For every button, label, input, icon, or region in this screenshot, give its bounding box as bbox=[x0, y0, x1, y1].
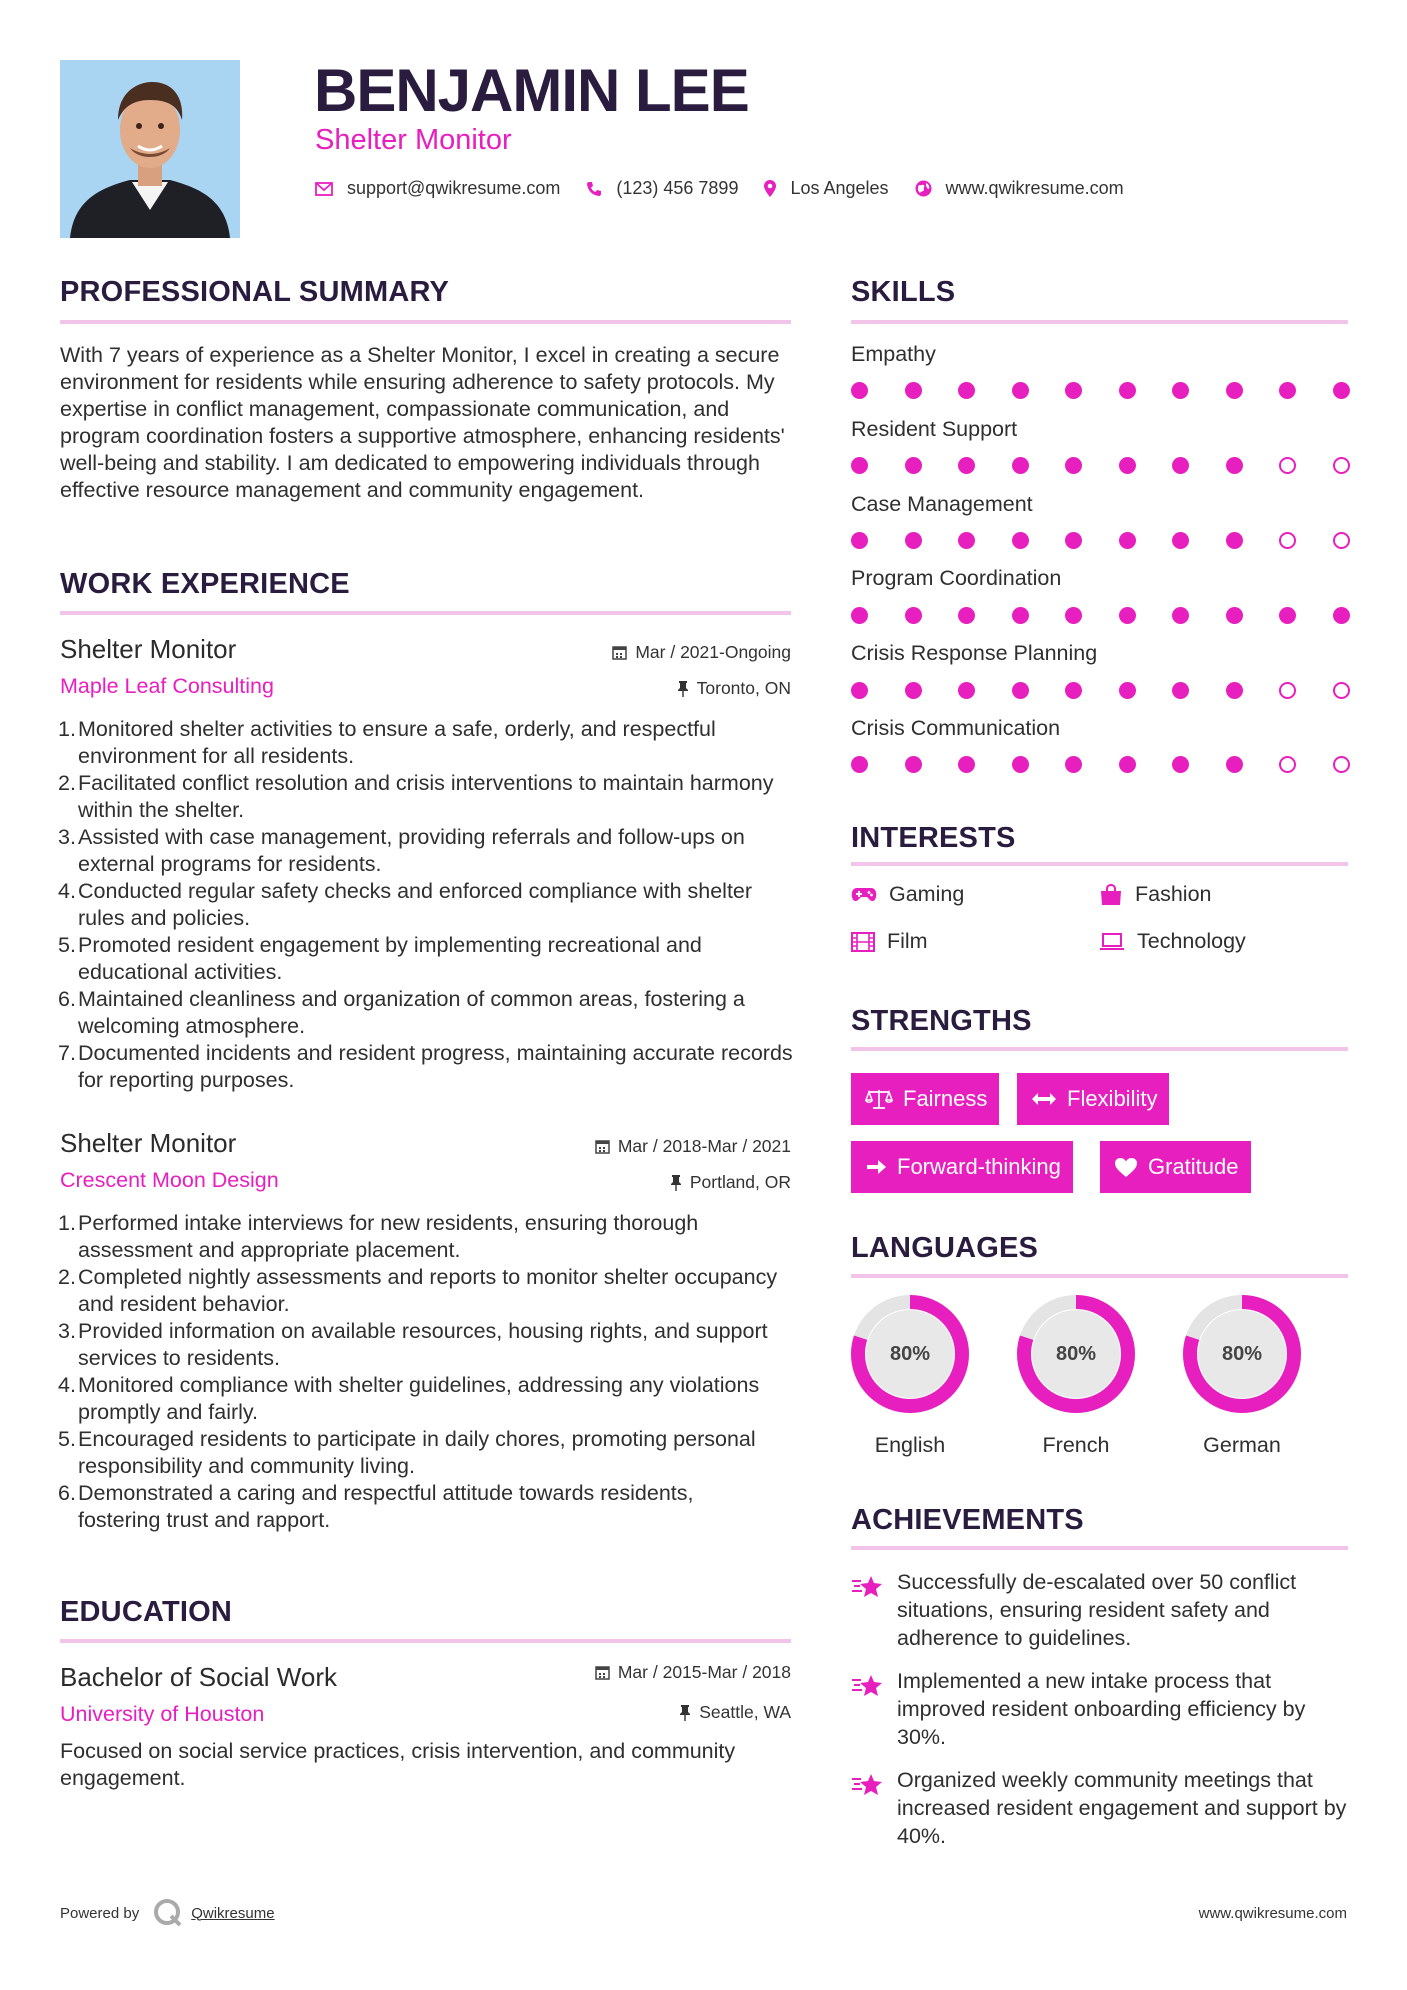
rating-dot-filled bbox=[905, 756, 922, 773]
interest-film: Film bbox=[851, 929, 928, 954]
skills-rule bbox=[851, 320, 1348, 324]
achievements-heading: ACHIEVEMENTS bbox=[851, 1504, 1084, 1536]
rating-dot-filled bbox=[1119, 382, 1136, 399]
rating-dot-filled bbox=[1226, 532, 1243, 549]
education-description: Focused on social service practices, crisis intervention, and community engagement. bbox=[60, 1739, 736, 1790]
map-pin-icon bbox=[764, 180, 776, 197]
interests-rule bbox=[851, 862, 1348, 866]
envelope-icon bbox=[315, 182, 333, 196]
skill-rating bbox=[851, 382, 1350, 399]
skill-name: Program Coordination bbox=[851, 566, 1062, 590]
rating-dot-filled bbox=[851, 607, 868, 624]
balance-scale-icon bbox=[865, 1088, 893, 1110]
heart-icon bbox=[1114, 1157, 1138, 1178]
list-item: 6. Maintained cleanliness and organization of common areas, fostering a welcoming atmosphere. bbox=[58, 987, 745, 1038]
list-item: 1. Monitored shelter activities to ensure a safe, orderly, and respectful environment for all residents. bbox=[58, 717, 716, 768]
shooting-star-icon bbox=[851, 1671, 885, 1699]
job-1-title: Shelter Monitor bbox=[60, 634, 237, 664]
rating-dot-filled bbox=[1226, 607, 1243, 624]
rating-dot-filled bbox=[1119, 682, 1136, 699]
skill-name: Resident Support bbox=[851, 417, 1018, 441]
rating-dot-filled bbox=[1172, 607, 1189, 624]
rating-dot-filled bbox=[1226, 382, 1243, 399]
language-percent: 80% bbox=[1055, 1342, 1097, 1365]
language-percent: 80% bbox=[889, 1342, 931, 1365]
list-item: 1. Performed intake interviews for new residents, ensuring thorough assessment and appropriate placement. bbox=[58, 1211, 699, 1262]
candidate-name: BENJAMIN LEE bbox=[314, 57, 749, 124]
skill-rating bbox=[851, 457, 1350, 474]
rating-dot-filled bbox=[958, 532, 975, 549]
rating-dot-filled bbox=[1333, 382, 1350, 399]
rating-dot-filled bbox=[1012, 607, 1029, 624]
strength-chip-flexibility: Flexibility bbox=[1017, 1073, 1169, 1125]
pushpin-icon bbox=[670, 1175, 682, 1191]
school-name: University of Houston bbox=[60, 1702, 265, 1726]
rating-dot-filled bbox=[958, 756, 975, 773]
skill-name: Empathy bbox=[851, 342, 936, 366]
contact-location: Los Angeles bbox=[764, 178, 888, 199]
language-name: French bbox=[1042, 1433, 1110, 1457]
rating-dot-filled bbox=[1119, 756, 1136, 773]
skill-name: Case Management bbox=[851, 492, 1033, 516]
job-1-company: Maple Leaf Consulting bbox=[60, 674, 274, 698]
skill-rating bbox=[851, 682, 1350, 699]
rating-dot-filled bbox=[1012, 532, 1029, 549]
job-2-duties bbox=[60, 1210, 780, 1534]
list-item: 5. Encouraged residents to participate in daily chores, promoting personal responsibility and community living. bbox=[58, 1427, 756, 1478]
strength-chip-gratitude: Gratitude bbox=[1100, 1141, 1251, 1193]
contact-phone[interactable]: (123) 456 7899 bbox=[586, 178, 738, 199]
rating-dot-filled bbox=[958, 382, 975, 399]
experience-rule bbox=[60, 611, 791, 615]
footer-brand-link[interactable]: Qwikresume bbox=[191, 1904, 275, 1922]
arrow-right-icon bbox=[865, 1157, 887, 1177]
list-item: 6. Demonstrated a caring and respectful attitude towards residents, fostering trust and rapport. bbox=[58, 1481, 694, 1532]
globe-icon bbox=[915, 180, 932, 197]
rating-dot-filled bbox=[1172, 532, 1189, 549]
pushpin-icon bbox=[677, 681, 689, 697]
rating-dot-empty bbox=[1279, 682, 1296, 699]
calendar-icon bbox=[612, 645, 627, 660]
contact-website[interactable]: www.qwikresume.com bbox=[915, 178, 1124, 199]
list-item: 2. Facilitated conflict resolution and crisis interventions to maintain harmony within the shelter. bbox=[58, 771, 774, 822]
achievements-rule bbox=[851, 1546, 1348, 1550]
rating-dot-filled bbox=[1172, 756, 1189, 773]
footer-powered-by: Powered by Qwikresume bbox=[60, 1898, 275, 1928]
rating-dot-filled bbox=[958, 457, 975, 474]
language-name: English bbox=[874, 1433, 946, 1457]
list-item: 4. Monitored compliance with shelter guidelines, addressing any violations promptly and fairly. bbox=[58, 1373, 760, 1424]
shopping-bag-icon bbox=[1099, 884, 1123, 906]
education-heading: EDUCATION bbox=[60, 1596, 233, 1628]
job-2-company: Crescent Moon Design bbox=[60, 1168, 279, 1192]
job-2-date: Mar / 2018-Mar / 2021 bbox=[595, 1136, 791, 1157]
strengths-heading: STRENGTHS bbox=[851, 1005, 1032, 1037]
gamepad-icon bbox=[851, 887, 877, 903]
strength-chip-forward-thinking: Forward-thinking bbox=[851, 1141, 1073, 1193]
list-item: 2. Completed nightly assessments and reports to monitor shelter occupancy and resident behavior. bbox=[58, 1265, 778, 1316]
list-item: 3. Provided information on available resources, housing rights, and support services to residents. bbox=[58, 1319, 768, 1370]
rating-dot-empty bbox=[1333, 457, 1350, 474]
skill-name: Crisis Response Planning bbox=[851, 641, 1098, 665]
skill-name: Crisis Communication bbox=[851, 716, 1061, 740]
skill-rating bbox=[851, 607, 1350, 624]
rating-dot-filled bbox=[1333, 607, 1350, 624]
shooting-star-icon bbox=[851, 1572, 885, 1600]
shooting-star-icon bbox=[851, 1770, 885, 1798]
skill-rating bbox=[851, 532, 1350, 549]
interests-heading: INTERESTS bbox=[851, 822, 1016, 854]
rating-dot-filled bbox=[1012, 682, 1029, 699]
language-german bbox=[1180, 1292, 1304, 1458]
rating-dot-empty bbox=[1279, 457, 1296, 474]
rating-dot-filled bbox=[1279, 607, 1296, 624]
rating-dot-filled bbox=[1119, 457, 1136, 474]
candidate-title: Shelter Monitor bbox=[315, 124, 512, 156]
pushpin-icon bbox=[679, 1705, 691, 1721]
rating-dot-empty bbox=[1333, 756, 1350, 773]
job-2-title: Shelter Monitor bbox=[60, 1128, 237, 1158]
strengths-rule bbox=[851, 1047, 1348, 1051]
rating-dot-filled bbox=[1172, 682, 1189, 699]
list-item: 7. Documented incidents and resident progress, maintaining accurate records for reporting purposes. bbox=[58, 1041, 793, 1092]
rating-dot-filled bbox=[905, 382, 922, 399]
summary-text: With 7 years of experience as a Shelter Monitor, I excel in creating a secure environment for residents while ensuring adherence to safety protocols. My expertise in conflict management, compassionate communication, and program coordination fosters a supportive atmosphere, enhancing residents' well-being and stability. I am dedicated to empowering individuals through effective resource management and community engagement. bbox=[60, 343, 785, 502]
rating-dot-filled bbox=[1065, 382, 1082, 399]
profile-photo bbox=[60, 60, 240, 238]
rating-dot-filled bbox=[958, 607, 975, 624]
calendar-icon bbox=[595, 1665, 610, 1680]
rating-dot-filled bbox=[851, 756, 868, 773]
arrows-horizontal-icon bbox=[1031, 1092, 1057, 1106]
rating-dot-filled bbox=[1279, 382, 1296, 399]
rating-dot-filled bbox=[1065, 457, 1082, 474]
list-item: 4. Conducted regular safety checks and enforced compliance with shelter rules and policies. bbox=[58, 879, 753, 930]
list-item: 5. Promoted resident engagement by implementing recreational and educational activities. bbox=[58, 933, 702, 984]
rating-dot-filled bbox=[1226, 682, 1243, 699]
list-item: 3. Assisted with case management, providing referrals and follow-ups on external programs for residents. bbox=[58, 825, 745, 876]
rating-dot-filled bbox=[1012, 756, 1029, 773]
contact-email[interactable]: support@qwikresume.com bbox=[315, 178, 560, 199]
rating-dot-filled bbox=[1172, 382, 1189, 399]
degree-title: Bachelor of Social Work bbox=[60, 1662, 337, 1692]
rating-dot-filled bbox=[905, 532, 922, 549]
rating-dot-filled bbox=[1226, 756, 1243, 773]
contact-bar bbox=[315, 178, 1150, 199]
skills-heading: SKILLS bbox=[851, 276, 956, 308]
laptop-icon bbox=[1099, 933, 1125, 951]
rating-dot-filled bbox=[1119, 532, 1136, 549]
film-icon bbox=[851, 932, 875, 952]
experience-heading: WORK EXPERIENCE bbox=[60, 568, 350, 600]
rating-dot-filled bbox=[1065, 756, 1082, 773]
skill-rating bbox=[851, 756, 1350, 773]
rating-dot-filled bbox=[1012, 457, 1029, 474]
languages-heading: LANGUAGES bbox=[851, 1232, 1039, 1264]
rating-dot-filled bbox=[1012, 382, 1029, 399]
rating-dot-filled bbox=[905, 682, 922, 699]
education-location: Seattle, WA bbox=[679, 1702, 791, 1723]
rating-dot-filled bbox=[1065, 532, 1082, 549]
languages-rule bbox=[851, 1274, 1348, 1278]
language-french bbox=[1014, 1292, 1138, 1458]
rating-dot-filled bbox=[1065, 682, 1082, 699]
job-1-date: Mar / 2021-Ongoing bbox=[612, 642, 791, 663]
summary-rule bbox=[60, 320, 791, 324]
rating-dot-filled bbox=[1172, 457, 1189, 474]
calendar-icon bbox=[595, 1139, 610, 1154]
phone-icon bbox=[586, 181, 602, 197]
job-1-duties bbox=[60, 716, 796, 1094]
rating-dot-filled bbox=[1065, 607, 1082, 624]
language-name: German bbox=[1203, 1433, 1281, 1457]
achievement-item: Successfully de-escalated over 50 conflict situations, ensuring resident safety and adherence to guidelines. bbox=[851, 1568, 1351, 1652]
qwikresume-logo-icon bbox=[153, 1898, 183, 1928]
language-percent: 80% bbox=[1221, 1342, 1263, 1365]
job-2-location: Portland, OR bbox=[670, 1172, 791, 1193]
rating-dot-empty bbox=[1279, 756, 1296, 773]
rating-dot-filled bbox=[851, 682, 868, 699]
strength-chip-fairness: Fairness bbox=[851, 1073, 999, 1125]
language-english bbox=[848, 1292, 972, 1458]
achievement-item: Implemented a new intake process that improved resident onboarding efficiency by 30%. bbox=[851, 1667, 1351, 1751]
rating-dot-empty bbox=[1333, 682, 1350, 699]
rating-dot-filled bbox=[905, 607, 922, 624]
rating-dot-filled bbox=[1226, 457, 1243, 474]
education-date: Mar / 2015-Mar / 2018 bbox=[595, 1662, 791, 1683]
education-rule bbox=[60, 1639, 791, 1643]
summary-heading: PROFESSIONAL SUMMARY bbox=[60, 276, 450, 308]
rating-dot-empty bbox=[1279, 532, 1296, 549]
rating-dot-filled bbox=[851, 382, 868, 399]
achievement-item: Organized weekly community meetings that increased resident engagement and support by 40%. bbox=[851, 1766, 1351, 1850]
interest-technology: Technology bbox=[1099, 929, 1246, 954]
interest-fashion: Fashion bbox=[1099, 882, 1212, 907]
rating-dot-filled bbox=[958, 682, 975, 699]
job-1-location: Toronto, ON bbox=[677, 678, 791, 699]
footer-website[interactable]: www.qwikresume.com bbox=[1198, 1905, 1347, 1922]
rating-dot-filled bbox=[905, 457, 922, 474]
rating-dot-filled bbox=[1119, 607, 1136, 624]
interest-gaming: Gaming bbox=[851, 882, 964, 907]
rating-dot-filled bbox=[851, 532, 868, 549]
rating-dot-empty bbox=[1333, 532, 1350, 549]
rating-dot-filled bbox=[851, 457, 868, 474]
